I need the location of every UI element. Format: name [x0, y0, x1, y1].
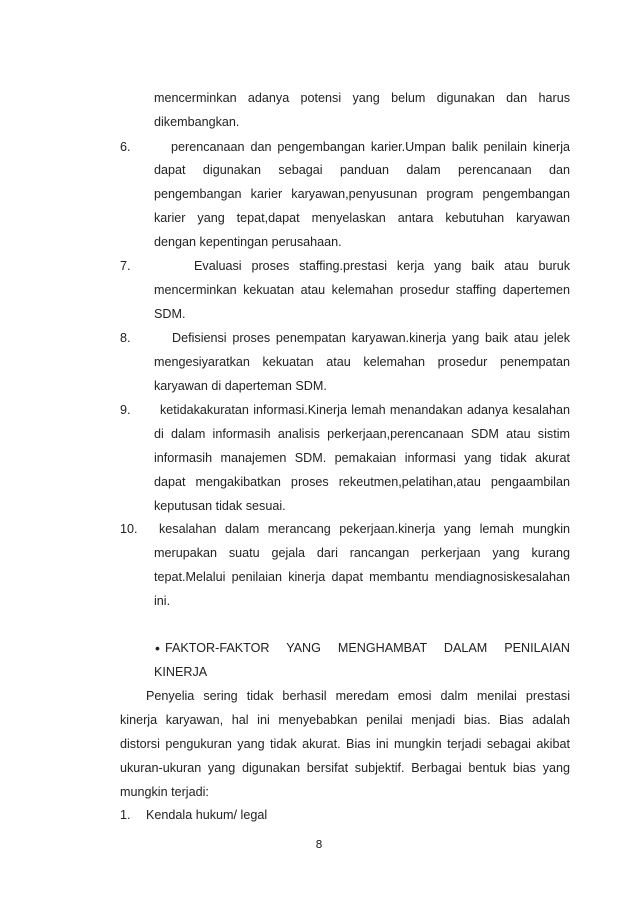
paragraph-line: distorsi pengukuran yang tidak akurat. Bias ini mungkin terjadi sebagai akibat [120, 737, 570, 751]
list-item-text-line: dapat digunakan sebagai panduan dalam perencanaan dan [154, 163, 570, 177]
list-item-text-line: ini. [154, 594, 171, 608]
list-item-text-line: keputusan tidak sesuai. [154, 499, 286, 513]
list-item-text-line: SDM. [154, 307, 186, 321]
list-item-text-line: mencerminkan adanya potensi yang belum digunakan dan harus [154, 91, 570, 105]
list-item-number: 6. [120, 140, 131, 154]
list-item-text-line: Defisiensi proses penempatan karyawan.kinerja yang baik atau jelek [172, 331, 570, 345]
list-item-text-line: tepat.Melalui penilaian kinerja dapat membantu mendiagnosiskesalahan [154, 570, 570, 584]
list-item-text-line: karyawan di daperteman SDM. [154, 379, 327, 393]
list-item-text-line: merupakan suatu gejala dari rancangan perkerjaan yang kurang [154, 546, 570, 560]
list-item-number: 9. [120, 403, 131, 417]
sub-item-text: Kendala hukum/ legal [146, 808, 268, 822]
section-heading-continued: KINERJA [154, 665, 208, 679]
paragraph-line: ukuran-ukuran yang digunakan bersifat subjektif. Berbagai bentuk bias yang [120, 761, 570, 775]
page-number: 8 [315, 838, 323, 851]
list-item-number: 10. [120, 522, 138, 536]
list-item-text-line: di dalam informasih analisis perkerjaan,perencanaan SDM atau sistim [154, 427, 570, 441]
paragraph-line: mungkin terjadi: [120, 785, 209, 799]
sub-item-number: 1. [120, 808, 131, 822]
list-item-text-line: karier yang tepat,dapat menyelaskan antara kebutuhan karyawan [154, 211, 570, 225]
paragraph-line: Penyelia sering tidak berhasil meredam emosi dalm menilai prestasi [146, 689, 570, 703]
section-heading: FAKTOR-FAKTOR YANG MENGHAMBAT DALAM PENILAIAN [165, 641, 570, 655]
paragraph-line: kinerja karyawan, hal ini menyebabkan penilai menjadi bias. Bias adalah [120, 713, 570, 727]
list-item-number: 7. [120, 259, 131, 273]
list-item-text-line: pengembangan karier karyawan,penyusunan program pengembangan [154, 187, 570, 201]
list-item-text-line: kesalahan dalam merancang pekerjaan.kinerja yang lemah mungkin [159, 522, 570, 536]
list-item-text-line: informasih manajemen SDM. pemakaian informasi yang tidak akurat [154, 451, 570, 465]
list-item-text-line: mengesiyaratkan kekuatan atau kelemahan prosedur penempatan [154, 355, 570, 369]
list-item-text-line: perencanaan dan pengembangan karier.Umpan balik penilain kinerja [171, 140, 570, 154]
list-item-text-line: mencerminkan kekuatan atau kelemahan prosedur staffing dapertemen [154, 283, 570, 297]
list-item-text-line: dengan kepentingan perusahaan. [154, 235, 342, 249]
list-item-text-line: ketidakakuratan informasi.Kinerja lemah menandakan adanya kesalahan [160, 403, 570, 417]
bullet-icon: • [155, 640, 160, 656]
list-item-text-line: Evaluasi proses staffing.prestasi kerja yang baik atau buruk [194, 259, 570, 273]
list-item-number: 8. [120, 331, 131, 345]
list-item-text-line: dapat mengakibatkan proses rekeutmen,pelatihan,atau pengaambilan [154, 475, 570, 489]
list-item-text-line: dikembangkan. [154, 115, 240, 129]
